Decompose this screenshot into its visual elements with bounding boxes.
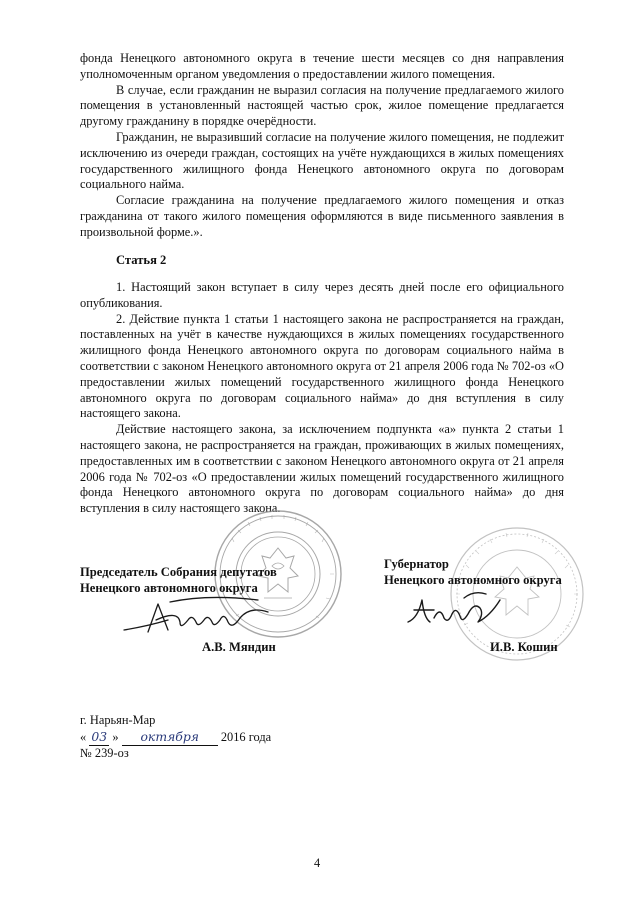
paragraph: фонда Ненецкого автономного округа в течение шести месяцев со дня направления уполномоченным органом уведомления о предоставлении жилого помещения.: [80, 51, 564, 81]
date-quote-close: »: [112, 730, 119, 744]
signatory-title-right: [384, 556, 562, 588]
page-number: 4: [314, 856, 321, 870]
handwritten-signature-right: [404, 588, 514, 632]
date-year: 2016 года: [220, 730, 272, 744]
paragraph: Согласие гражданина на получение предлагаемого жилого помещения и отказ гражданина от такого жилого помещения оформляются в виде письменного заявления в произвольной форме.».: [80, 193, 564, 239]
paragraph: 2. Действие пункта 1 статьи 1 настоящего закона не распространяется на граждан, поставленных на учёт в качестве нуждающихся в жилых помещениях государственного жилищного фонда Ненецкого автономного округа по договорам социального найма в соответствии с законом Ненецкого автономного округа от 21 апреля 2006 года № 702-оз «О предоставлении жилых помещений государственного жилищного фонда Ненецкого автономного округа по договорам социального найма» до дня вступления в силу настоящего закона.: [80, 311, 564, 421]
signatory-name-left: А.В. Мяндин: [202, 640, 276, 654]
paragraph: Действие настоящего закона, за исключением подпункта «а» пункта 2 статьи 1 настоящего закона, не распространяется на граждан, проживающих в жилых помещениях, предоставленных им в соответствии с законом Ненецкого автономного округа от 21 апреля 2006 года № 702-оз «О предоставлении жилых помещений государственного жилищного фонда Ненецкого автономного округа по договорам социального найма» до дня вступления в силу настоящего закона.: [80, 422, 564, 516]
paragraph: Гражданин, не выразивший согласие на получение жилого помещения, не подлежит исключению из очереди граждан, состоящих на учёте нуждающихся в жилых помещениях государственного жилищного фонда Ненецкого автономного округа по договорам социального найма.: [80, 129, 564, 192]
handwritten-signature-left: [118, 590, 308, 642]
date-quote-open: «: [80, 730, 87, 744]
signatory-title-line: Ненецкого автономного округа: [384, 573, 562, 587]
body-text-article: [80, 280, 564, 517]
place-of-signing: г. Нарьян-Мар: [80, 713, 156, 727]
paragraph: В случае, если гражданин не выразил согласия на получение предлагаемого жилого помещения в установленный настоящей частью срок, жилое помещение предлагается другому гражданину в порядке очерёдности.: [80, 82, 564, 129]
signatory-title-line: Губернатор: [384, 557, 449, 571]
law-number: № 239-оз: [80, 746, 129, 760]
paragraph: 1. Настоящий закон вступает в силу через десять дней после его официального опубликования.: [80, 280, 564, 310]
date-day: 03: [89, 729, 109, 746]
signatory-name-right: И.В. Кошин: [490, 640, 558, 654]
article-heading: Статья 2: [116, 253, 167, 267]
date-month: октября: [122, 729, 218, 746]
body-text-top: [80, 51, 564, 241]
signing-date: [80, 729, 271, 746]
signatory-title-line: Председатель Собрания депутатов: [80, 565, 277, 579]
signatory-title-line: Ненецкого автономного округа: [80, 581, 258, 595]
